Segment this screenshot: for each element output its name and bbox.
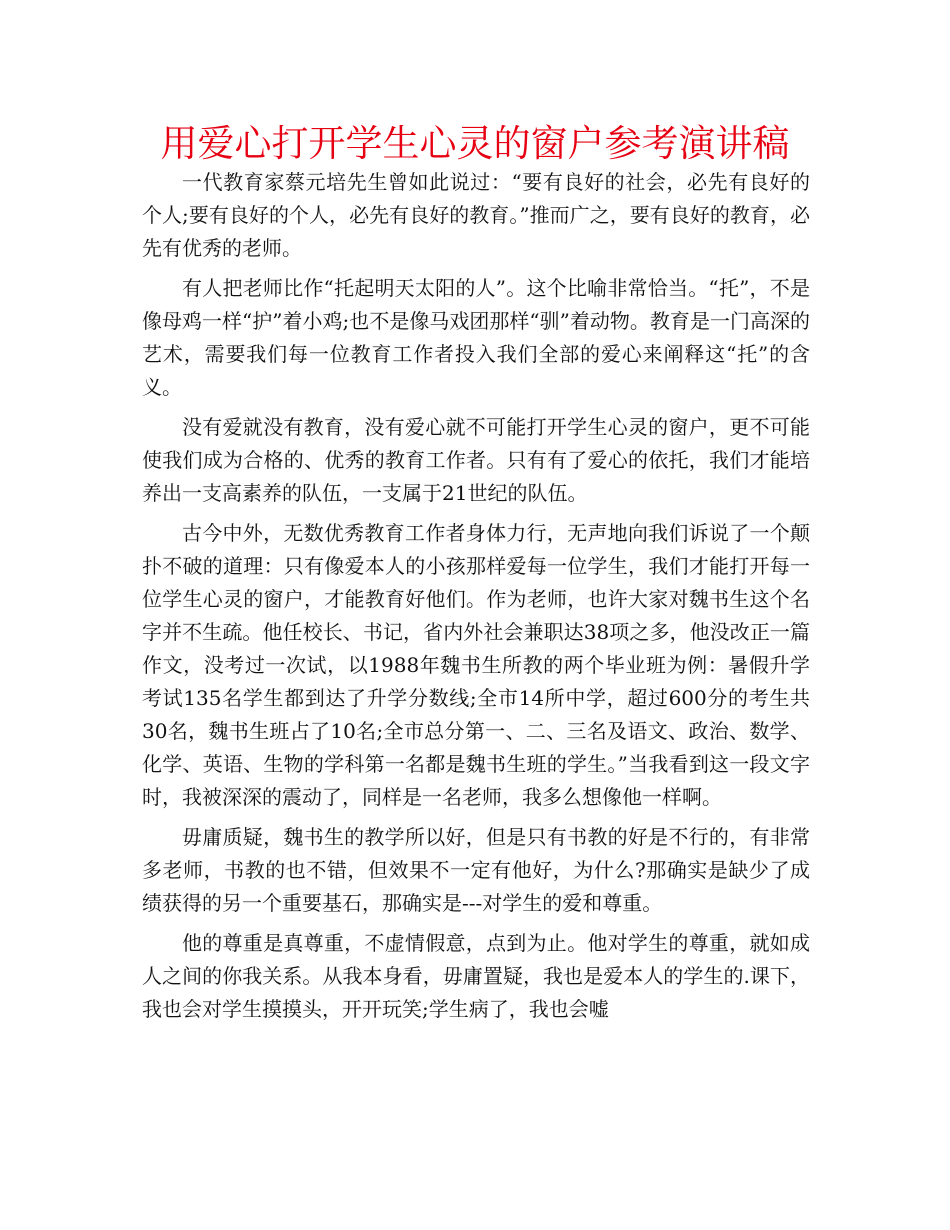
paragraph-1: 一代教育家蔡元培先生曾如此说过：“要有良好的社会，必先有良好的个人;要有良好的个人，必先有良好的教育。”推而广之，要有良好的教育，必先有优秀的老师。 [142, 170, 810, 260]
paragraph-2: 有人把老师比作“托起明天太阳的人”。这个比喻非常恰当。“托”，不是像母鸡一样“护”着小鸡;也不是像马戏团那样“驯”着动物。教育是一门高深的艺术，需要我们每一位教育工作者投入我们全部的爱心来阐释这“托”的含义。 [142, 276, 810, 399]
paragraph-3: 没有爱就没有教育，没有爱心就不可能打开学生心灵的窗户，更不可能使我们成为合格的、优秀的教育工作者。只有有了爱心的依托，我们才能培养出一支高素养的队伍，一支属于21世纪的队伍。 [142, 415, 810, 505]
paragraph-5: 毋庸质疑，魏书生的教学所以好，但是只有书教的好是不行的，有非常多老师，书教的也不错，但效果不一定有他好，为什么?那确实是缺少了成绩获得的另一个重要基石，那确实是---对学生的爱和尊重。 [142, 825, 810, 915]
paragraph-4: 古今中外，无数优秀教育工作者身体力行，无声地向我们诉说了一个颠扑不破的道理：只有像爱本人的小孩那样爱每一位学生，我们才能打开每一位学生心灵的窗户，才能教育好他们。作为老师，也许大家对魏书生这个名字并不生疏。他任校长、书记，省内外社会兼职达38项之多，他没改正一篇作文，没考过一次试，以1988年魏书生所教的两个毕业班为例：暑假升学考试135名学生都到达了升学分数线;全市14所中学，超过600分的考生共30名，魏书生班占了10名;全市总分第一、二、三名及语文、政治、数学、化学、英语、生物的学科第一名都是魏书生班的学生。”当我看到这一段文字时，我被深深的震动了，同样是一名老师，我多么想像他一样啊。 [142, 521, 810, 809]
document-title: 用爱心打开学生心灵的窗户参考演讲稿 [160, 122, 790, 165]
paragraph-6: 他的尊重是真尊重，不虚情假意，点到为止。他对学生的尊重，就如成人之间的你我关系。从我本身看，毋庸置疑，我也是爱本人的学生的.课下，我也会对学生摸摸头，开开玩笑;学生病了，我也会嘘 [142, 931, 810, 1021]
document-body [142, 166, 810, 1033]
